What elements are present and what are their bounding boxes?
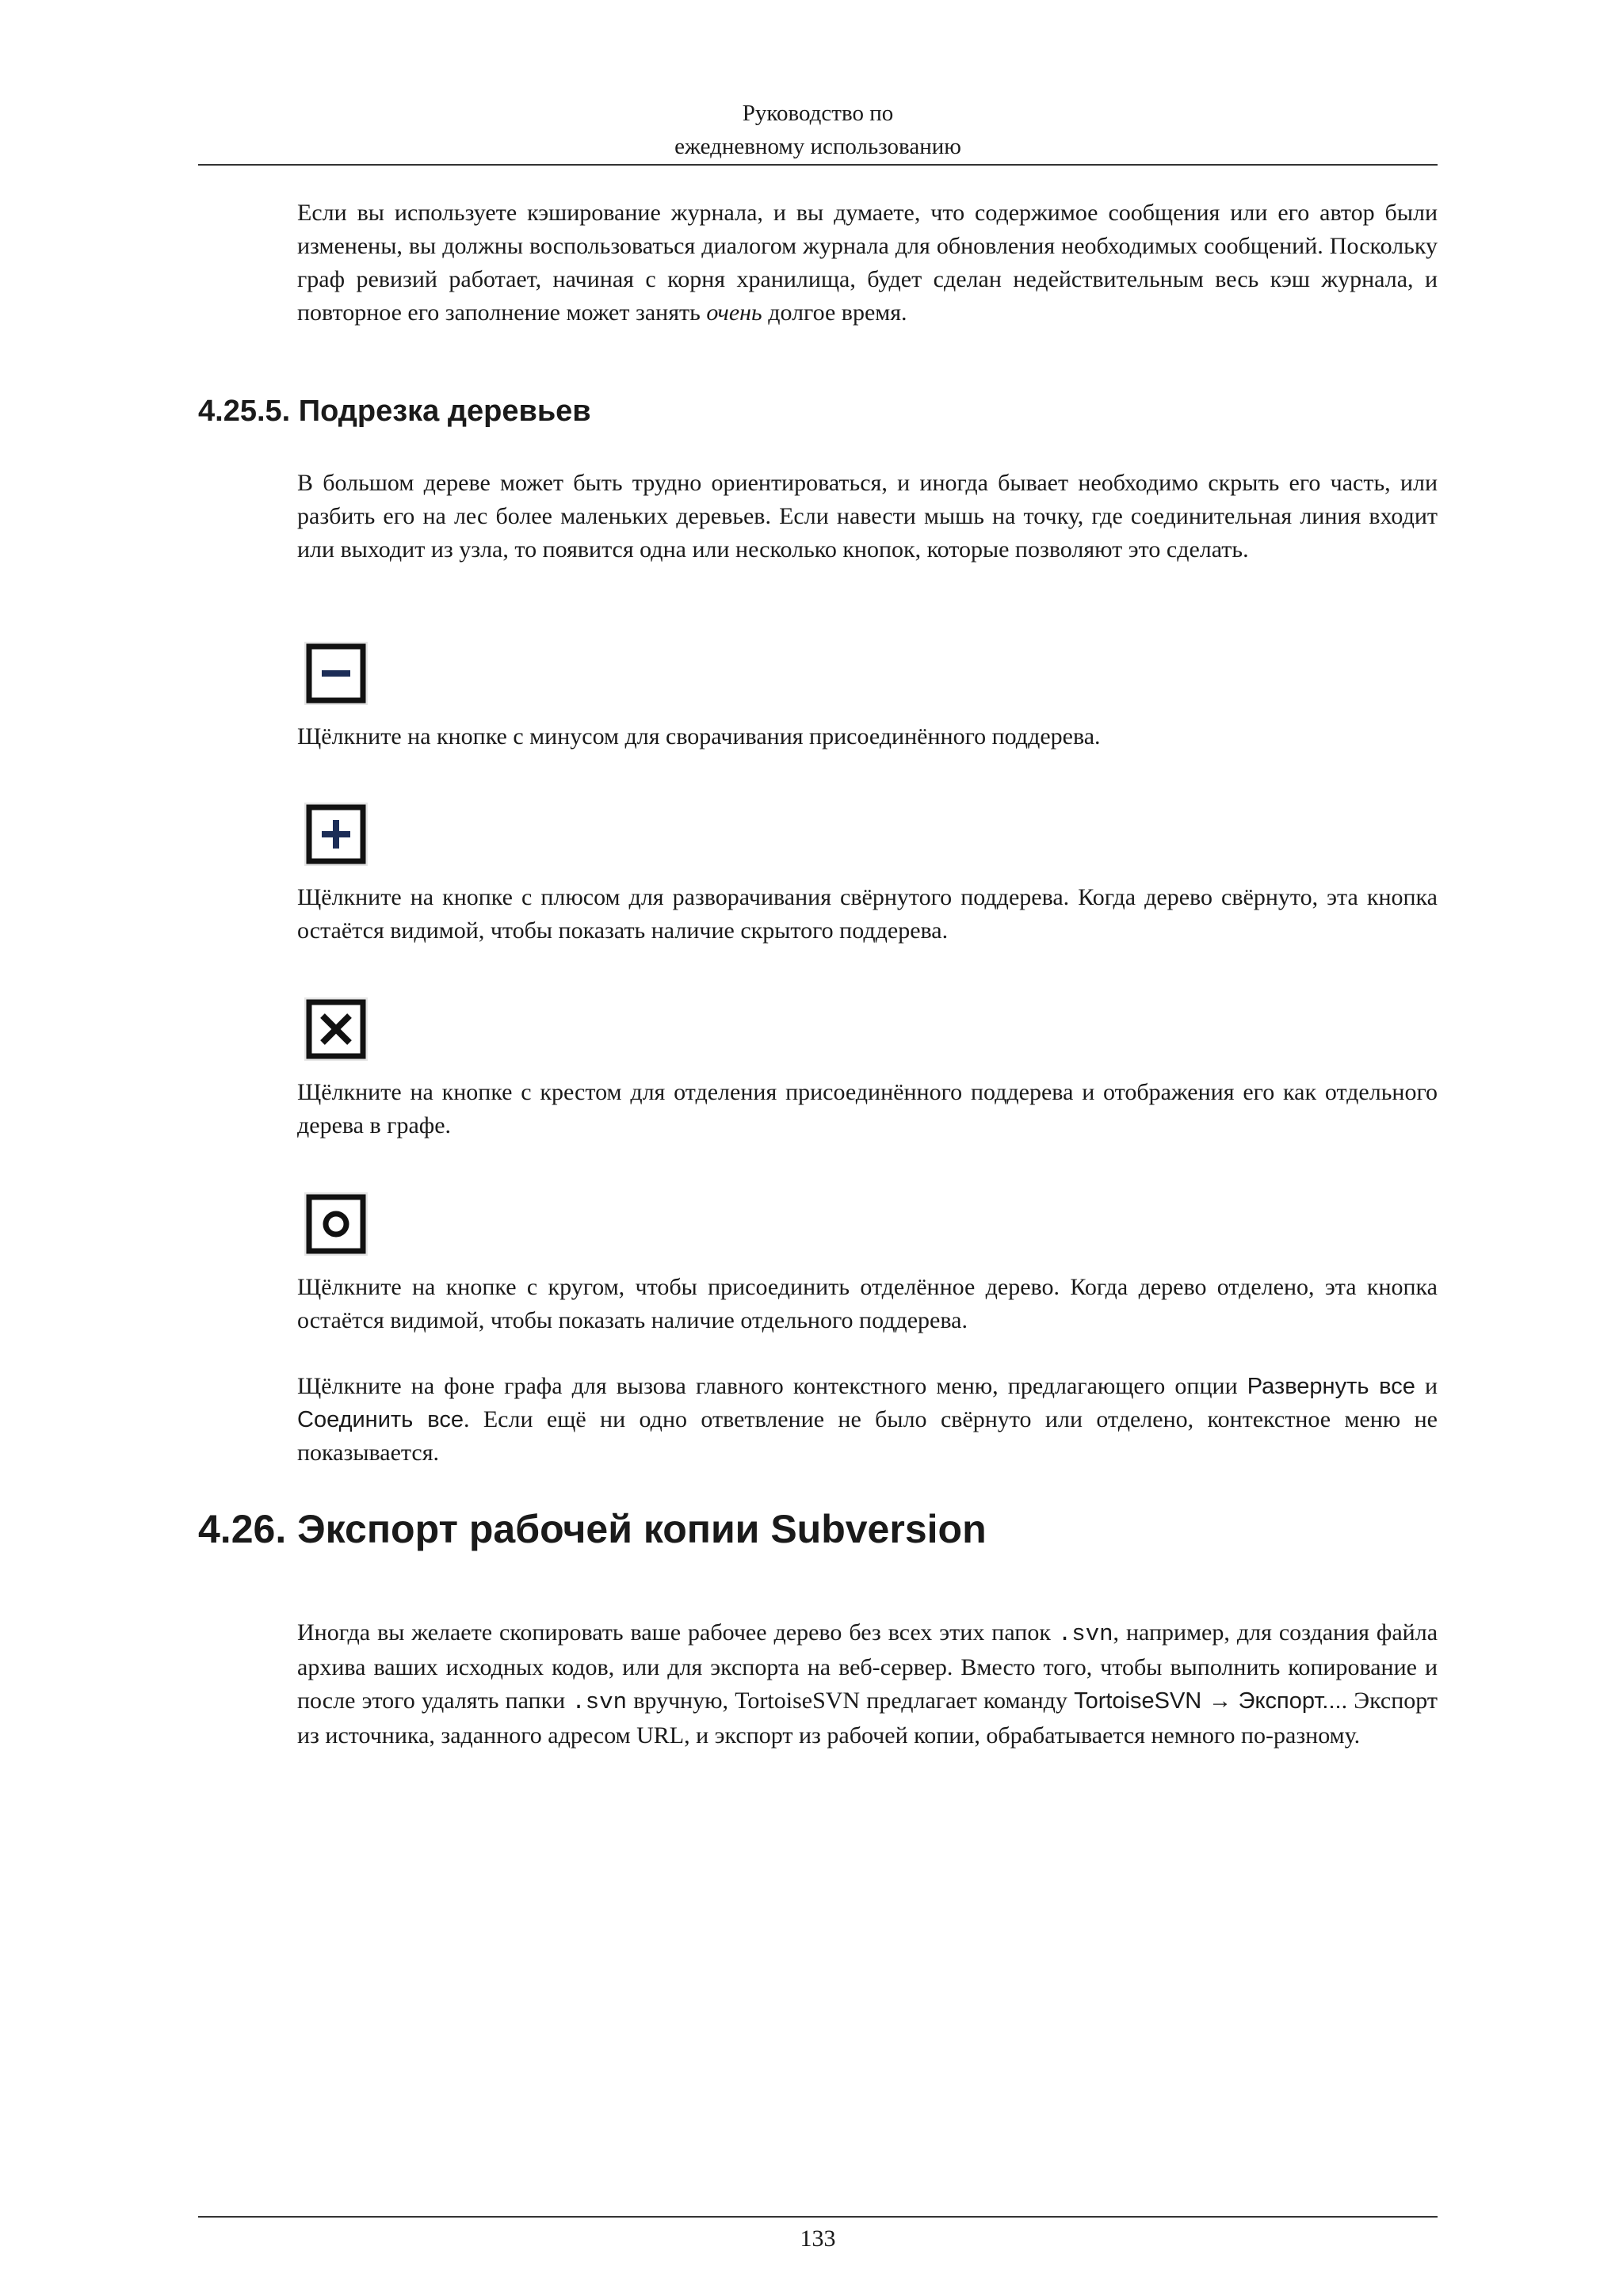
footer-divider — [198, 2216, 1438, 2218]
section-4-26-paragraph — [297, 1616, 1438, 1753]
cross-icon — [303, 996, 369, 1062]
header-line-1: Руководство по — [742, 101, 894, 126]
plus-description: Щёлкните на кнопке с плюсом для разворачивания свёрнутого поддерева. Когда дерево свёрнуто, эта кнопка остаётся видимой, чтобы показать наличие скрытого поддерева. — [297, 884, 1438, 944]
context-menu-paragraph — [297, 1370, 1438, 1470]
page-header — [198, 97, 1438, 163]
intro-emphasis: очень — [706, 299, 762, 326]
page-number: 133 — [800, 2225, 836, 2252]
section-title-4-26: 4.26. Экспорт рабочей копии Subversion — [198, 1507, 987, 1551]
intro-text: Если вы используете кэширование журнала, и вы думаете, что содержимое сообщения или его автор были изменены, вы должны воспользоваться диалогом журнала для обновления необходимых сообщений. Поскольку граф ревизий работает, начиная с корня хранилища, будет сделан недействительным весь кэш журнала, и повторное его заполнение может занять — [297, 200, 1438, 326]
circle-icon — [303, 1191, 369, 1257]
minus-description: Щёлкните на кнопке с минусом для сворачивания присоединённого поддерева. — [297, 723, 1101, 749]
section-title-4-25-5: 4.25.5. Подрезка деревьев — [198, 395, 591, 428]
export-text-4: . Экспорт из источника, заданного адресом URL, и экспорт из рабочей копии, обрабатывается немного по-разному. — [297, 1688, 1438, 1749]
plus-icon — [303, 801, 369, 868]
minus-icon — [303, 640, 369, 707]
intro-paragraph — [297, 196, 1438, 330]
context-menu-text: Щёлкните на фоне графа для вызова главного контекстного меню, предлагающего опции — [297, 1373, 1238, 1399]
context-menu-text-end: . Если ещё ни одно ответвление не было свёрнуто или отделено, контекстное меню не показывается. — [297, 1406, 1438, 1466]
gui-join-all: Соединить все — [297, 1407, 464, 1432]
header-divider — [198, 164, 1438, 166]
export-text-1: Иногда вы желаете скопировать ваше рабочее дерево без всех этих папок — [297, 1619, 1051, 1646]
export-text-2: , например, для создания файла архива ваших исходных кодов, или для экспорта на веб-сервер. Вместо того, чтобы выполнить копирование и после этого удалять папки — [297, 1619, 1438, 1714]
svn-folder-code-1: .svn — [1057, 1621, 1113, 1647]
context-menu-and: и — [1424, 1373, 1438, 1399]
export-text-3: вручную, TortoiseSVN предлагает команду — [633, 1688, 1067, 1714]
gui-expand-all: Развернуть все — [1247, 1374, 1415, 1399]
intro-text-end: долгое время. — [768, 299, 907, 326]
circle-description: Щёлкните на кнопке с кругом, чтобы присоединить отделённое дерево. Когда дерево отделено, эта кнопка остаётся видимой, чтобы показать наличие отдельного поддерева. — [297, 1274, 1438, 1333]
gui-export-menu: TortoiseSVN → Экспорт... — [1074, 1688, 1342, 1714]
section-4-25-5-paragraph: В большом дереве может быть трудно ориентироваться, и иногда бывает необходимо скрыть его часть, или разбить его на лес более маленьких деревьев. Если навести мышь на точку, где соединительная линия входит или выходит из узла, то появится одна или несколько кнопок, которые позволяют это сделать. — [297, 470, 1438, 563]
cross-description: Щёлкните на кнопке с крестом для отделения присоединённого поддерева и отображения его как отдельного дерева в графе. — [297, 1079, 1438, 1138]
svn-folder-code-2: .svn — [571, 1689, 628, 1715]
header-line-2: ежедневному использованию — [674, 134, 961, 159]
